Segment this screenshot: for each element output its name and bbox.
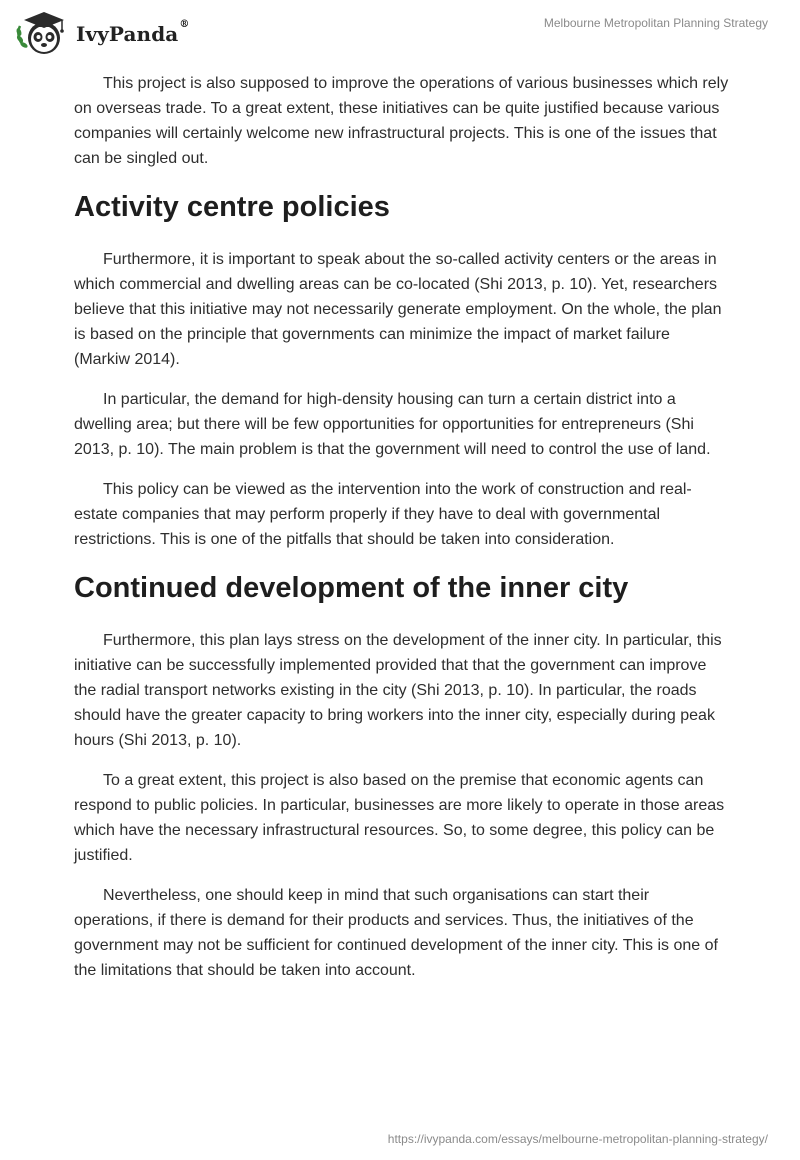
source-url[interactable]: https://ivypanda.com/essays/melbourne-metropolitan-planning-strategy/	[387, 1132, 768, 1146]
essay-content	[74, 71, 730, 998]
section-heading: Continued development of the inner city	[74, 572, 629, 604]
paragraph: This policy can be viewed as the intervention into the work of construction and real-estate companies that may perform properly if they have to deal with governmental restrictions. This is one of the pitfalls that should be taken into consideration.	[74, 481, 692, 548]
section-heading: Activity centre policies	[74, 191, 390, 223]
document-title: Melbourne Metropolitan Planning Strategy	[543, 16, 768, 30]
paragraph: Furthermore, it is important to speak about the so-called activity centers or the areas in which commercial and dwelling areas can be co-located (Shi 2013, p. 10). Yet, researchers believe that this initiative may not necessarily generate employment. On the whole, the plan is based on the principle that governments can minimize the impact of market failure (Markiw 2014).	[74, 251, 722, 368]
page-header	[0, 0, 800, 66]
panda-graduate-icon	[14, 8, 72, 58]
logo-wordmark: IvyPanda®	[76, 19, 190, 46]
paragraph: Nevertheless, one should keep in mind that such organisations can start their operations, if there is demand for their products and services. Thus, the initiatives of the government may not be sufficient for continued development of the inner city. This is one of the limitations that should be taken into account.	[74, 887, 718, 979]
paragraph: Furthermore, this plan lays stress on the development of the inner city. In particular, this initiative can be successfully implemented provided that that the government can improve the radial transport networks existing in the city (Shi 2013, p. 10). In particular, the roads should have the greater capacity to bring workers into the inner city, especially during peak hours (Shi 2013, p. 10).	[74, 632, 722, 749]
paragraph: In particular, the demand for high-density housing can turn a certain district into a dwelling area; but there will be few opportunities for opportunities for entrepreneurs (Shi 2013, p. 10). The main problem is that the government will need to control the use of land.	[74, 391, 711, 458]
ivypanda-logo[interactable]	[14, 8, 189, 58]
paragraph: This project is also supposed to improve the operations of various businesses which rely on overseas trade. To a great extent, these initiatives can be quite justified because various companies will certainly welcome new infrastructural projects. This is one of the issues that can be singled out.	[74, 75, 729, 167]
paragraph: To a great extent, this project is also based on the premise that economic agents can respond to public policies. In particular, businesses are more likely to operate in those areas which have the necessary infrastructural resources. So, to some degree, this policy can be justified.	[74, 772, 725, 864]
